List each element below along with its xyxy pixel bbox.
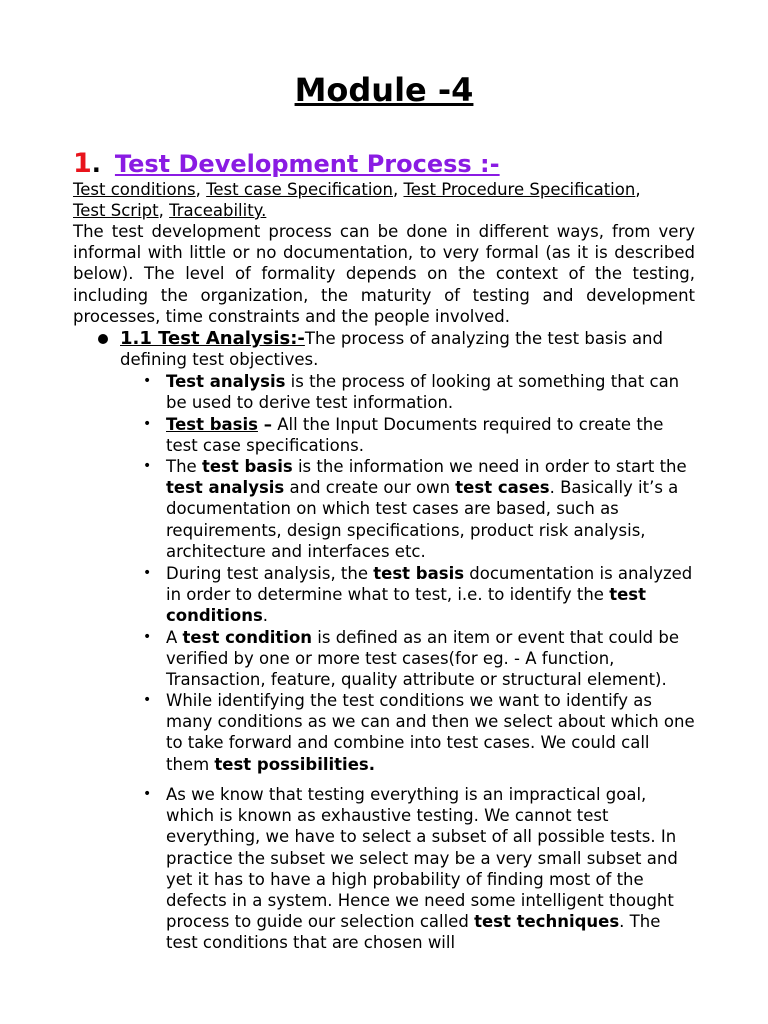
item-text: is the information we need in order to start the (292, 457, 687, 476)
analysis-text (120, 328, 695, 370)
bold-term: test basis (373, 564, 465, 583)
bold-term: test techniques (474, 912, 620, 932)
section-number: 1 (73, 148, 92, 179)
link-traceability[interactable]: Traceability. (169, 201, 267, 220)
bullet-icon: • (143, 629, 152, 645)
topic-links: Test conditions, Test case Specification, Test Procedure Specification, Test Script, Traceability. (73, 180, 641, 220)
item-text: . (262, 606, 269, 626)
section-dot: . (91, 150, 101, 178)
bold-term: test conditions (166, 585, 647, 626)
item-text: While identifying the test conditions we want to identify as many conditions as we can and then we select about which one to take forward and combine into test cases. We could call them (166, 691, 695, 774)
analysis-heading: 1.1 Test Analysis:- (120, 328, 305, 349)
item-text: The (166, 457, 202, 476)
bold-term: test analysis (166, 478, 285, 498)
section-heading (73, 148, 500, 180)
bullet-icon: • (143, 373, 152, 389)
item-text: is defined as an item or event that could be verified by one or more test cases(for eg. - A function, Transaction, feature, quality attribute or structural element). (166, 628, 680, 690)
page-title: Module -4 (294, 71, 474, 109)
bold-term: Test basis (166, 415, 258, 434)
item-text: As we know that testing everything is an impractical goal, which is known as exhaustive testing. We cannot test everything, we have to select a subset of all possible tests. In practice the subset we select may be a very small subset and yet it has to have a high probability of finding most of the defects in a system. Hence we need some intelligent thought process to guide our selection called (166, 785, 678, 932)
link-test-conditions[interactable]: Test conditions (73, 180, 196, 199)
bullet-icon: • (143, 458, 152, 474)
item-text: During test analysis, the (166, 564, 374, 583)
item-text: . Basically it’s a documentation on which test cases are based, such as requirements, design specifications, product risk analysis, architecture and interfaces etc. (166, 478, 679, 561)
dash: – (257, 415, 272, 434)
item-text: . The test conditions that are chosen will (166, 912, 661, 953)
item-text: is the process of looking at something that can be used to derive test information. (166, 372, 680, 413)
bold-term: test possibilities. (214, 754, 375, 774)
bullet-icon: • (143, 416, 152, 432)
link-test-case-specification[interactable]: Test case Specification (206, 180, 393, 199)
bold-term: test basis (201, 457, 293, 476)
item-text: A (166, 628, 183, 647)
intro-paragraph: The test development process can be done in different ways, from very informal with little or no documentation, to very formal (as it is described below). The level of formality depends on the context of the testing, including the organization, the maturity of testing and development processes, time constraints and the people involved. (73, 222, 695, 326)
link-test-procedure-specification[interactable]: Test Procedure Specification (403, 180, 636, 199)
analysis-description: The process of analyzing the test basis and defining test objectives. (120, 329, 663, 370)
bold-term: Test analysis (166, 372, 286, 391)
item-text: and create our own (284, 478, 456, 498)
section-title: Test Development Process :- (114, 150, 500, 178)
bullet-icon: • (143, 786, 152, 802)
bullet-icon: • (143, 565, 152, 581)
filled-circle-bullet-icon (98, 334, 108, 344)
item-text: All the Input Documents required to create the test case specifications. (166, 415, 664, 456)
bold-term: test cases (455, 478, 550, 498)
bold-term: test condition (182, 628, 313, 647)
link-test-script[interactable]: Test Script (73, 201, 159, 220)
item-text: documentation is analyzed in order to determine what to test, i.e. to identify the (166, 564, 693, 605)
bullet-icon: • (143, 692, 152, 708)
